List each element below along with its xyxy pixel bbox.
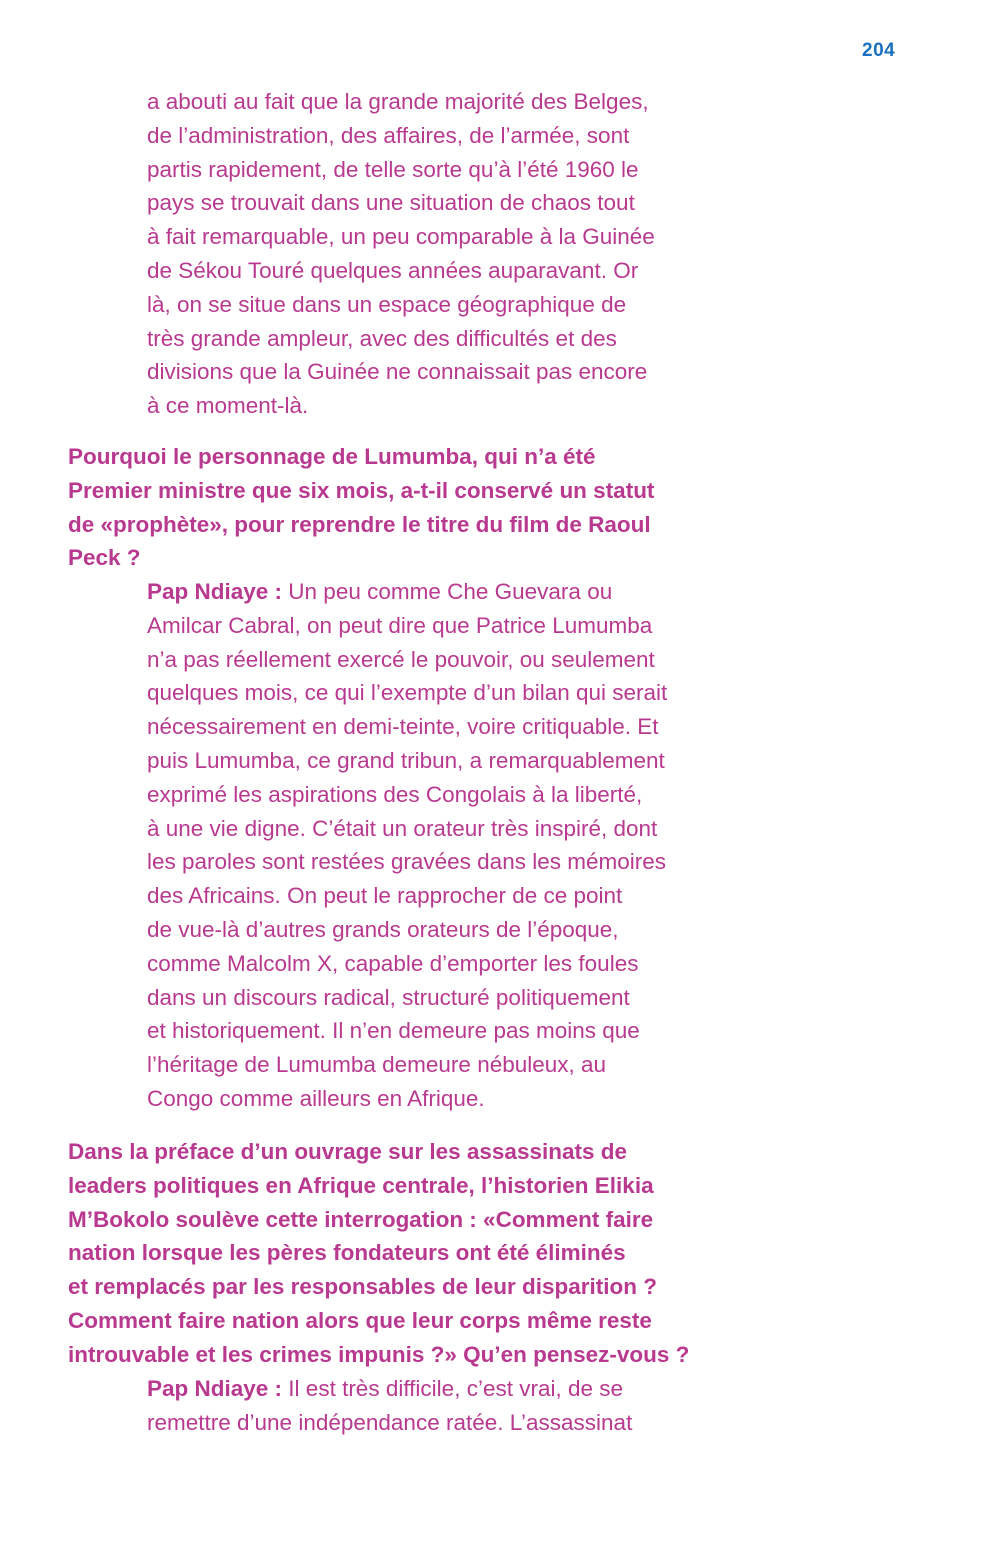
answer-paragraph — [147, 85, 727, 423]
question-paragraph — [68, 1135, 718, 1372]
speaker-name: Pap Ndiaye : — [147, 1376, 283, 1401]
page-number: 204 — [862, 40, 896, 61]
text-line: très grande ampleur, avec des difficultés et des — [147, 325, 617, 351]
text-line: à une vie digne. C’était un orateur très inspiré, dont — [147, 815, 658, 841]
text-line: pays se trouvait dans une situation de chaos tout — [147, 190, 635, 216]
answer-paragraph — [147, 575, 727, 1116]
text-line: Amilcar Cabral, on peut dire que Patrice Lumumba — [147, 612, 653, 638]
text-line: n’a pas réellement exercé le pouvoir, ou seulement — [147, 646, 655, 672]
text-line: à fait remarquable, un peu comparable à la Guinée — [147, 224, 655, 250]
first-line-text: Un peu comme Che Guevara ou — [282, 579, 613, 604]
text-line: remettre d’une indépendance ratée. L’assassinat — [147, 1409, 633, 1435]
text-line: Congo comme ailleurs en Afrique. — [147, 1085, 485, 1111]
text-line: divisions que la Guinée ne connaissait pas encore — [147, 359, 648, 385]
text-line: les paroles sont restées gravées dans les mémoires — [147, 849, 666, 875]
text-line: Dans la préface d’un ouvrage sur les assassinats de — [68, 1139, 627, 1164]
text-line: Premier ministre que six mois, a-t-il conservé un statut — [68, 477, 655, 503]
text-line: M’Bokolo soulève cette interrogation : «Comment faire — [68, 1206, 654, 1232]
text-line: a abouti au fait que la grande majorité des Belges, — [147, 89, 649, 114]
speaker-name: Pap Ndiaye : — [147, 579, 283, 604]
text-line: quelques mois, ce qui l’exempte d’un bilan qui serait — [147, 680, 668, 706]
text-line: et historiquement. Il n’en demeure pas moins que — [147, 1018, 640, 1044]
question-paragraph — [68, 440, 718, 575]
text-line: l’héritage de Lumumba demeure nébuleux, au — [147, 1052, 607, 1078]
text-line: à ce moment-là. — [147, 393, 309, 419]
text-line: et remplacés par les responsables de leur disparition ? — [68, 1274, 657, 1300]
text-line: exprimé les aspirations des Congolais à la liberté, — [147, 781, 643, 807]
text-line: de vue-là d’autres grands orateurs de l’époque, — [147, 916, 619, 942]
text-line: nation lorsque les pères fondateurs ont été éliminés — [68, 1240, 626, 1266]
text-line: Comment faire nation alors que leur corps même reste — [68, 1307, 652, 1333]
text-line: Pourquoi le personnage de Lumumba, qui n’a été — [68, 444, 596, 469]
text-line: puis Lumumba, ce grand tribun, a remarquablement — [147, 747, 665, 773]
text-line: partis rapidement, de telle sorte qu’à l’été 1960 le — [147, 156, 639, 182]
text-line: comme Malcolm X, capable d’emporter les foules — [147, 950, 639, 976]
text-line — [147, 575, 727, 609]
answer-paragraph — [147, 1372, 727, 1440]
text-line: de «prophète», pour reprendre le titre du film de Raoul — [68, 511, 651, 537]
text-line: de l’administration, des affaires, de l’armée, sont — [147, 122, 630, 148]
text-line: de Sékou Touré quelques années auparavant. Or — [147, 257, 639, 283]
text-line: des Africains. On peut le rapprocher de ce point — [147, 883, 623, 909]
first-line-text: Il est très difficile, c’est vrai, de se — [282, 1376, 624, 1401]
text-line: Peck ? — [68, 545, 141, 571]
text-line: là, on se situe dans un espace géographique de — [147, 291, 627, 317]
text-line: introuvable et les crimes impunis ?» Qu’en pensez-vous ? — [68, 1341, 690, 1367]
text-line: leaders politiques en Afrique centrale, l’historien Elikia — [68, 1172, 654, 1198]
text-line: nécessairement en demi-teinte, voire critiquable. Et — [147, 714, 659, 740]
text-line — [147, 1372, 727, 1406]
text-line: dans un discours radical, structuré politiquement — [147, 984, 630, 1010]
